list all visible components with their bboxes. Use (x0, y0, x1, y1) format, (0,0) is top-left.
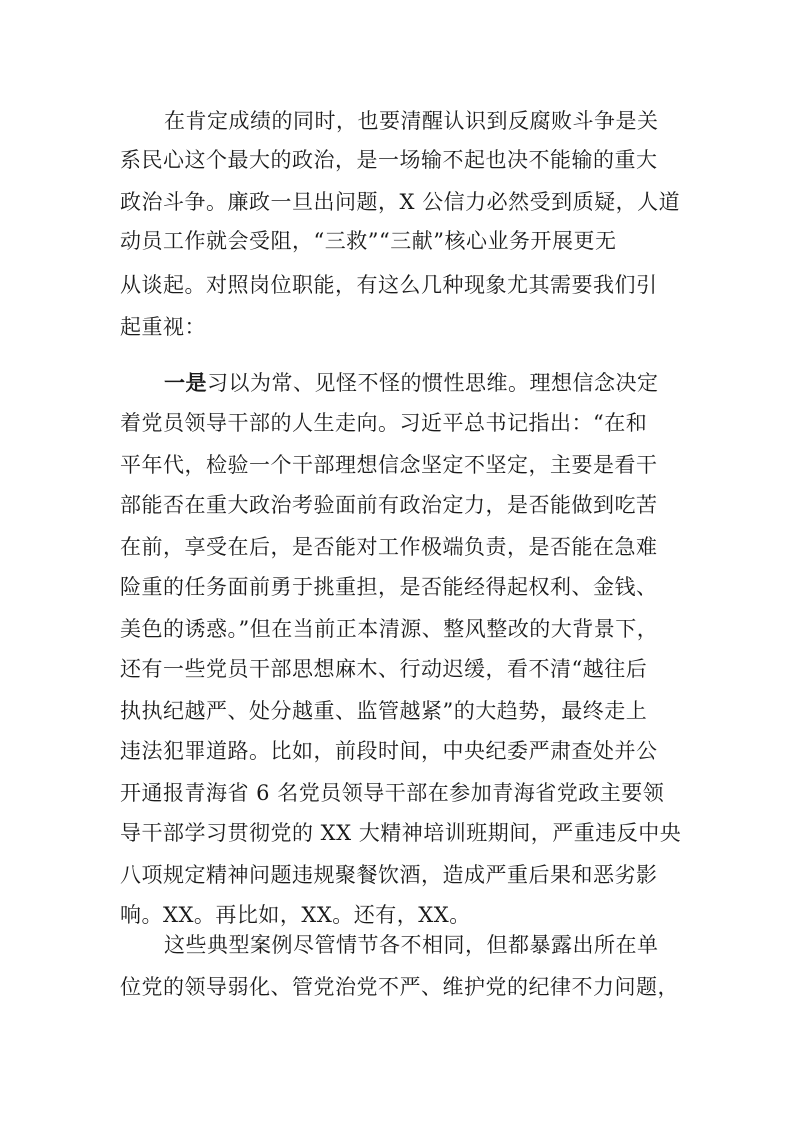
text-line: 还有一些党员干部思想麻木、行动迟缓，看不清“越往后 (120, 657, 648, 681)
text-line: 导干部学习贯彻党的 XX 大精神培训班期间，严重违反中央 (120, 821, 682, 845)
paragraph-lead: 一是 (164, 370, 207, 395)
text-line (164, 368, 659, 398)
text-line: 响。XX。再比如，XX。还有，XX。 (120, 903, 471, 927)
text-span: 习以为常、见怪不怪的惯性思维。理想信念决定 (207, 371, 659, 395)
text-line: 这些典型案例尽管情节各不相同，但都暴露出所在单 (164, 933, 659, 957)
text-line: 政治斗争。廉政一旦出问题，X 公信力必然受到质疑，人道 (120, 190, 681, 214)
text-line: 部能否在重大政治考验面前有政治定力，是否能做到吃苦 (120, 493, 658, 517)
text-line: 美色的诱惑。”但在当前正本清源、整风整改的大背景下， (120, 617, 659, 641)
text-line: 违法犯罪道路。比如，前段时间，中央纪委严肃查处并公 (120, 739, 658, 763)
text-line: 险重的任务面前勇于挑重担，是否能经得起权利、金钱、 (120, 575, 658, 599)
text-line: 开通报青海省 6 名党员领导干部在参加青海省党政主要领 (120, 781, 665, 805)
text-line: 八项规定精神问题违规聚餐饮酒，造成严重后果和恶劣影 (120, 863, 658, 887)
text-line: 着党员领导干部的人生走向。习近平总书记指出：“在和 (120, 411, 648, 435)
text-line: 位党的领导弱化、管党治党不严、维护党的纪律不力问题， (120, 975, 679, 999)
text-line: 动员工作就会受阻，“三救”“三献”核心业务开展更无 (120, 229, 617, 253)
text-line: 执执纪越严、处分越重、监管越紧”的大趋势，最终走上 (120, 699, 648, 723)
text-line: 在肯定成绩的同时，也要清醒认识到反腐败斗争是关 (164, 109, 659, 133)
text-line: 起重视： (120, 315, 206, 339)
text-line: 在前，享受在后，是否能对工作极端负责，是否能在急难 (120, 535, 658, 559)
text-line: 系民心这个最大的政治，是一场输不起也决不能输的重大 (120, 148, 658, 172)
text-line: 平年代，检验一个干部理想信念坚定不坚定，主要是看干 (120, 453, 658, 477)
text-line: 从谈起。对照岗位职能，有这么几种现象尤其需要我们引 (120, 273, 658, 297)
